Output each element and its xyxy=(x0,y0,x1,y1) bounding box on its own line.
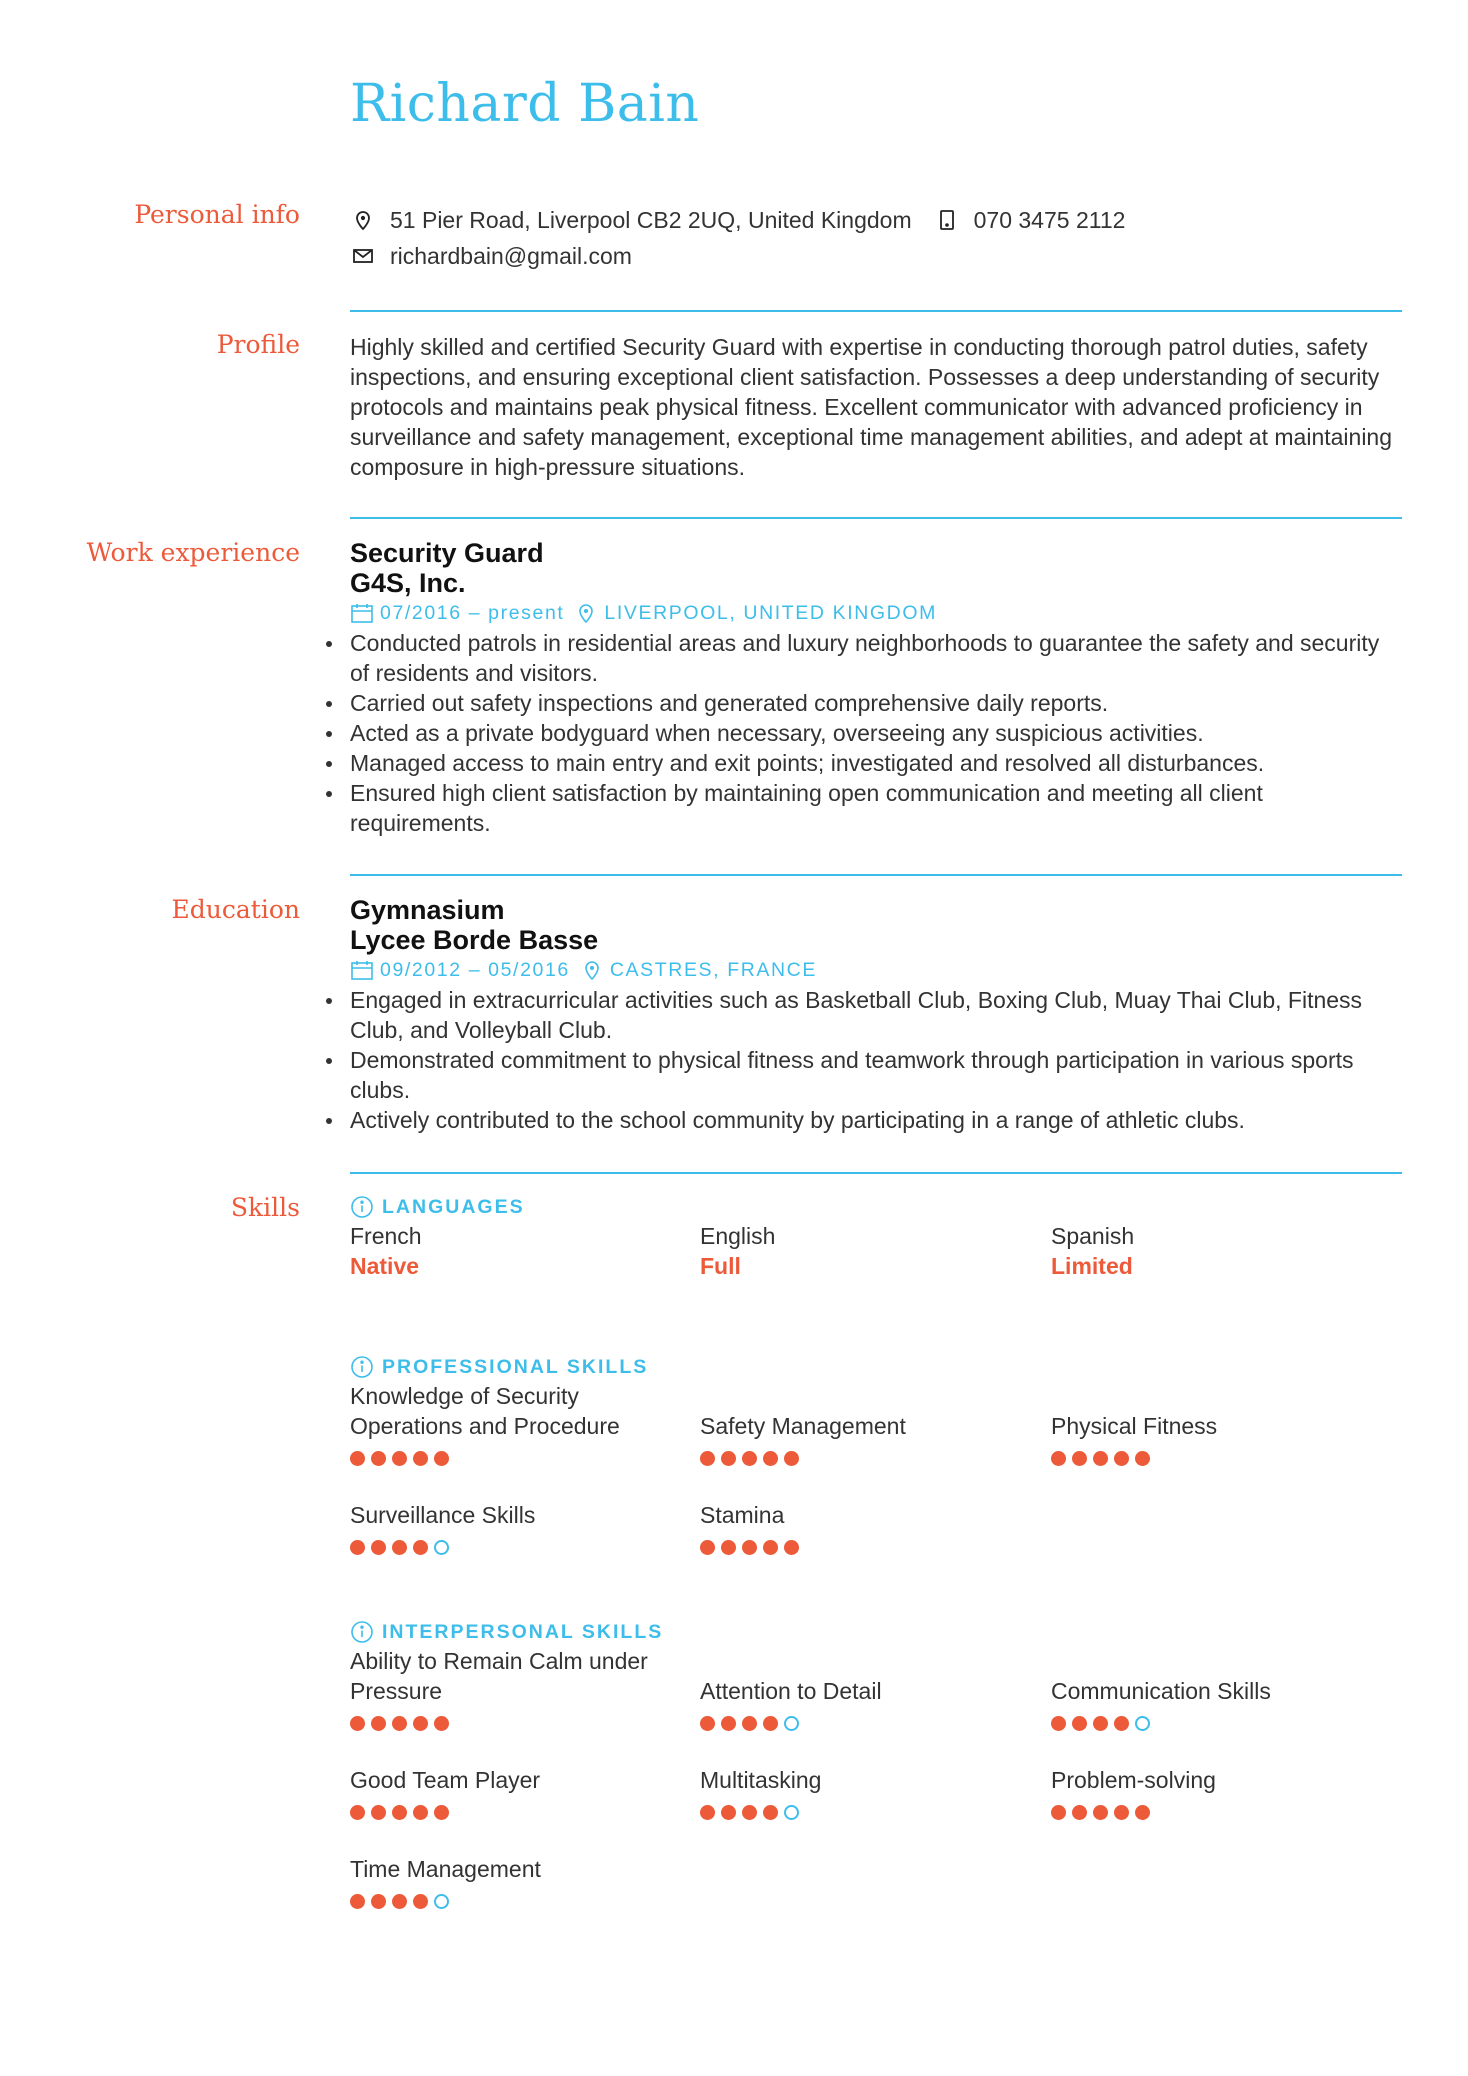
rating-dot-filled xyxy=(700,1805,715,1820)
skill-rating xyxy=(350,1805,449,1820)
rating-dot-filled xyxy=(371,1805,386,1820)
skill-rating xyxy=(350,1451,449,1466)
rating-dot-filled xyxy=(700,1540,715,1555)
list-item: Acted as a private bodyguard when necessary, overseeing any suspicious activities. xyxy=(350,718,1402,748)
section-divider xyxy=(350,517,1402,519)
rating-dot-filled xyxy=(350,1540,365,1555)
language-level: Full xyxy=(700,1253,741,1279)
rating-dot-empty xyxy=(784,1805,799,1820)
rating-dot-filled xyxy=(742,1451,757,1466)
rating-dot-filled xyxy=(1093,1716,1108,1731)
candidate-name: Richard Bain xyxy=(350,74,700,134)
rating-dot-filled xyxy=(784,1540,799,1555)
rating-dot-filled xyxy=(742,1805,757,1820)
interpersonal-skills-heading: INTERPERSONAL SKILLS xyxy=(350,1618,1402,1646)
rating-dot-filled xyxy=(1072,1805,1087,1820)
section-divider xyxy=(350,1172,1402,1174)
education-meta xyxy=(350,955,1402,985)
rating-dot-filled xyxy=(1051,1716,1066,1731)
language-level: Native xyxy=(350,1253,420,1279)
rating-dot-filled xyxy=(1072,1716,1087,1731)
list-item: Demonstrated commitment to physical fitness and teamwork through participation in various sports clubs. xyxy=(350,1045,1402,1105)
envelope-icon xyxy=(350,243,376,269)
rating-dot-filled xyxy=(1114,1716,1129,1731)
languages-heading: LANGUAGES xyxy=(350,1193,1402,1221)
rating-dot-filled xyxy=(784,1451,799,1466)
degree-title: Gymnasium xyxy=(350,895,505,925)
rating-dot-filled xyxy=(721,1540,736,1555)
education-location: CASTRES, FRANCE xyxy=(609,958,817,981)
skill-name: Knowledge of Security Operations and Procedure xyxy=(350,1383,620,1439)
skill-name: Physical Fitness xyxy=(1051,1413,1218,1439)
rating-dot-filled xyxy=(1114,1451,1129,1466)
rating-dot-filled xyxy=(763,1716,778,1731)
skill-rating xyxy=(1051,1716,1150,1731)
rating-dot-filled xyxy=(392,1540,407,1555)
list-item: Carried out safety inspections and generated comprehensive daily reports. xyxy=(350,688,1402,718)
section-label-education: Education xyxy=(171,895,300,924)
section-label-skills: Skills xyxy=(230,1193,300,1222)
rating-dot-filled xyxy=(1051,1451,1066,1466)
rating-dot-filled xyxy=(742,1716,757,1731)
education-dates: 09/2012 – 05/2016 xyxy=(380,958,570,981)
language-item xyxy=(350,1221,670,1281)
phone-text: 070 3475 2112 xyxy=(973,206,1126,233)
location-pin-icon xyxy=(580,958,604,982)
rating-dot-filled xyxy=(413,1805,428,1820)
rating-dot-empty xyxy=(434,1894,449,1909)
info-icon xyxy=(350,1195,374,1219)
languages-grid xyxy=(350,1221,1402,1351)
job-meta xyxy=(350,598,1402,628)
skill-name: Communication Skills xyxy=(1051,1678,1271,1704)
skill-name: Ability to Remain Calm under Pressure xyxy=(350,1648,648,1704)
rating-dot-filled xyxy=(1051,1805,1066,1820)
skill-name: Surveillance Skills xyxy=(350,1502,536,1528)
rating-dot-filled xyxy=(371,1716,386,1731)
list-item: Engaged in extracurricular activities such as Basketball Club, Boxing Club, Muay Thai Club, Fitness Club, and Volleyball Club. xyxy=(350,985,1402,1045)
professional-skills-grid xyxy=(350,1381,1402,1621)
profile-summary: Highly skilled and certified Security Guard with expertise in conducting thorough patrol duties, safety inspections, and ensuring exceptional client satisfaction. Possesses a deep understanding of security protocols and maintains peak physical fitness. Excellent communicator with advanced proficiency in surveillance and safety management, exceptional time management abilities, and adept at maintaining composure in high-pressure situations. xyxy=(350,334,1393,480)
calendar-icon xyxy=(350,601,374,625)
list-item: Conducted patrols in residential areas and luxury neighborhoods to guarantee the safety and security of residents and visitors. xyxy=(350,628,1402,688)
rating-dot-filled xyxy=(763,1540,778,1555)
rating-dot-filled xyxy=(371,1894,386,1909)
language-item xyxy=(1051,1221,1371,1281)
skill-name: Attention to Detail xyxy=(700,1678,882,1704)
list-item: Actively contributed to the school community by participating in a range of athletic clubs. xyxy=(350,1105,1402,1135)
rating-dot-filled xyxy=(350,1451,365,1466)
calendar-icon xyxy=(350,958,374,982)
professional-skills-heading: PROFESSIONAL SKILLS xyxy=(350,1353,1402,1381)
skill-rating xyxy=(700,1540,799,1555)
info-icon xyxy=(350,1355,374,1379)
section-divider xyxy=(350,310,1402,312)
skill-name: Problem-solving xyxy=(1051,1767,1216,1793)
email-link[interactable]: richardbain@gmail.com xyxy=(390,242,632,269)
rating-dot-filled xyxy=(1135,1451,1150,1466)
rating-dot-filled xyxy=(434,1716,449,1731)
skill-rating xyxy=(700,1805,799,1820)
rating-dot-filled xyxy=(763,1451,778,1466)
rating-dot-filled xyxy=(350,1716,365,1731)
interpersonal-skills-grid xyxy=(350,1646,1402,1946)
education-bullets xyxy=(350,985,1402,1135)
language-item xyxy=(700,1221,1020,1281)
skill-rating xyxy=(700,1451,799,1466)
job-title: Security Guard xyxy=(350,538,544,568)
rating-dot-filled xyxy=(700,1716,715,1731)
rating-dot-filled xyxy=(392,1894,407,1909)
language-name: English xyxy=(700,1223,776,1249)
rating-dot-filled xyxy=(413,1716,428,1731)
skill-rating xyxy=(1051,1451,1150,1466)
skill-rating xyxy=(1051,1805,1150,1820)
skill-name: Stamina xyxy=(700,1502,785,1528)
job-dates: 07/2016 – present xyxy=(380,601,565,624)
rating-dot-filled xyxy=(392,1451,407,1466)
rating-dot-filled xyxy=(721,1716,736,1731)
rating-dot-empty xyxy=(434,1540,449,1555)
rating-dot-filled xyxy=(742,1540,757,1555)
skill-name: Multitasking xyxy=(700,1767,822,1793)
skill-name: Time Management xyxy=(350,1856,541,1882)
section-divider xyxy=(350,874,1402,876)
list-item: Ensured high client satisfaction by maintaining open communication and meeting all client requirements. xyxy=(350,778,1402,838)
rating-dot-filled xyxy=(1072,1451,1087,1466)
rating-dot-filled xyxy=(1093,1451,1108,1466)
location-pin-icon xyxy=(350,207,376,233)
job-location: LIVERPOOL, UNITED KINGDOM xyxy=(604,601,937,624)
info-icon xyxy=(350,1620,374,1644)
skill-rating xyxy=(350,1894,449,1909)
rating-dot-filled xyxy=(434,1451,449,1466)
school-name: Lycee Borde Basse xyxy=(350,925,599,955)
rating-dot-filled xyxy=(392,1805,407,1820)
rating-dot-empty xyxy=(1135,1716,1150,1731)
rating-dot-filled xyxy=(413,1894,428,1909)
address-text: 51 Pier Road, Liverpool CB2 2UQ, United Kingdom xyxy=(390,206,912,233)
language-name: French xyxy=(350,1223,422,1249)
section-label-personal-info: Personal info xyxy=(134,200,300,229)
company-name: G4S, Inc. xyxy=(350,568,466,598)
rating-dot-filled xyxy=(371,1540,386,1555)
skill-rating xyxy=(700,1716,799,1731)
skill-name: Good Team Player xyxy=(350,1767,541,1793)
rating-dot-filled xyxy=(413,1540,428,1555)
rating-dot-filled xyxy=(392,1716,407,1731)
rating-dot-filled xyxy=(1093,1805,1108,1820)
phone-icon xyxy=(934,207,960,233)
list-item: Managed access to main entry and exit points; investigated and resolved all disturbances. xyxy=(350,748,1402,778)
rating-dot-filled xyxy=(1135,1805,1150,1820)
rating-dot-filled xyxy=(371,1451,386,1466)
rating-dot-filled xyxy=(763,1805,778,1820)
job-bullets xyxy=(350,628,1402,838)
skill-name: Safety Management xyxy=(700,1413,906,1439)
rating-dot-filled xyxy=(350,1894,365,1909)
section-label-profile: Profile xyxy=(216,330,300,359)
location-pin-icon xyxy=(574,601,598,625)
skill-rating xyxy=(350,1540,449,1555)
rating-dot-filled xyxy=(413,1451,428,1466)
rating-dot-filled xyxy=(1114,1805,1129,1820)
rating-dot-filled xyxy=(434,1805,449,1820)
language-level: Limited xyxy=(1051,1253,1133,1279)
rating-dot-filled xyxy=(700,1451,715,1466)
rating-dot-filled xyxy=(350,1805,365,1820)
rating-dot-filled xyxy=(721,1805,736,1820)
rating-dot-empty xyxy=(784,1716,799,1731)
section-label-work-experience: Work experience xyxy=(86,538,300,567)
skill-rating xyxy=(350,1716,449,1731)
language-name: Spanish xyxy=(1051,1223,1135,1249)
rating-dot-filled xyxy=(721,1451,736,1466)
